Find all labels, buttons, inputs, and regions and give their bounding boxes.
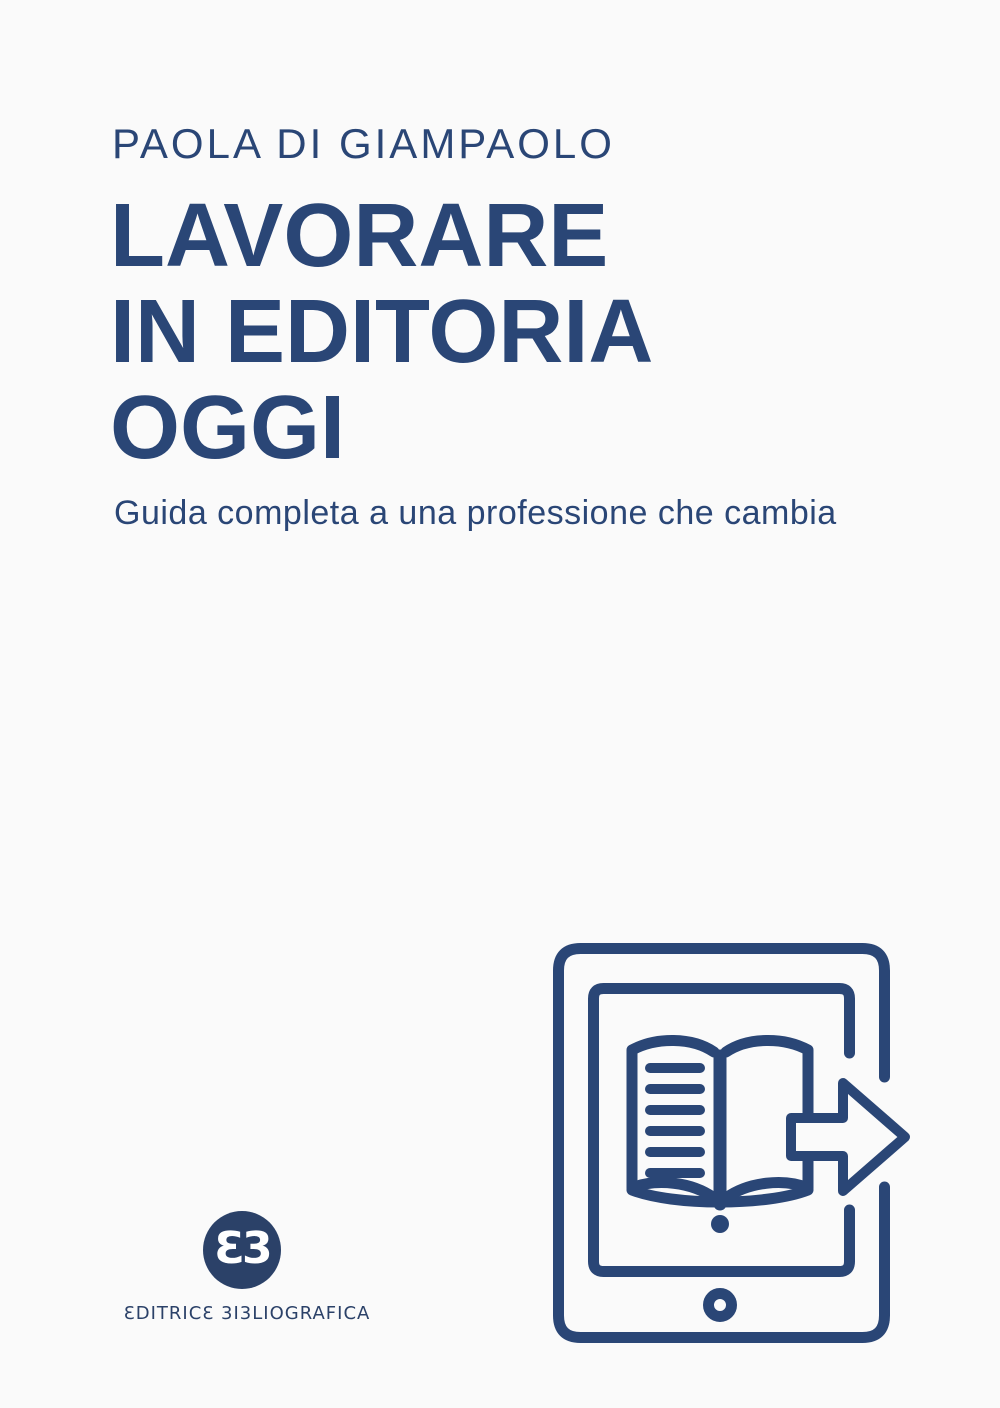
- book-title: [110, 188, 653, 476]
- publisher-wordmark: ƐDITRICƐ 3I3LIOGRAFICA: [123, 1303, 371, 1324]
- publisher-logo: [203, 1211, 281, 1289]
- book-subtitle: Guida completa a una professione che cambia: [114, 494, 837, 532]
- title-line-1: LAVORARE: [110, 186, 609, 286]
- book-text-lines-icon: [650, 1068, 700, 1173]
- ebook-export-icon: [548, 938, 918, 1353]
- open-book-icon: [632, 1040, 808, 1233]
- publisher-monogram: Ɛ3: [214, 1222, 270, 1274]
- home-button-icon: [709, 1294, 732, 1317]
- author-name: PAOLA DI GIAMPAOLO: [112, 120, 615, 167]
- title-line-3: OGGI: [110, 378, 346, 478]
- title-line-2: IN EDITORIA: [110, 282, 654, 382]
